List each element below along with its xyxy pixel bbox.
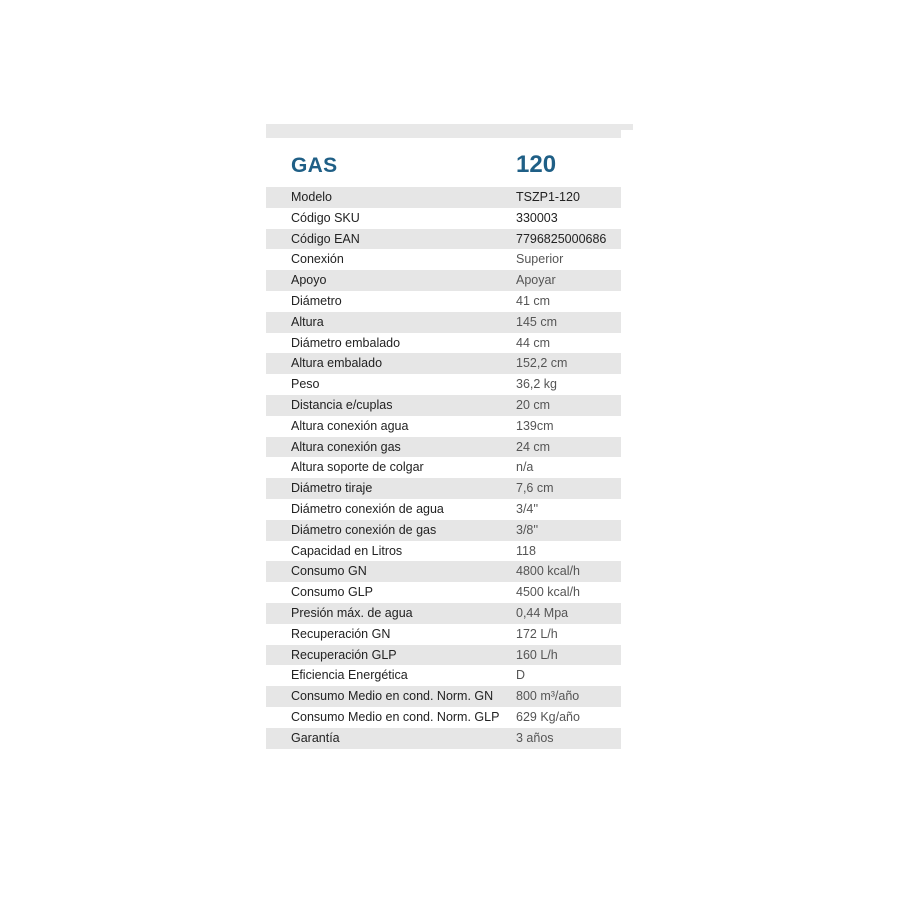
- table-row: [266, 478, 621, 499]
- row-label: Diámetro embalado: [291, 335, 401, 350]
- table-row: [266, 686, 621, 707]
- row-value: Apoyar: [516, 273, 556, 288]
- row-value: 36,2 kg: [516, 377, 558, 392]
- row-value: 0,44 Mpa: [516, 605, 569, 620]
- table-row: [266, 728, 621, 749]
- table-row: [266, 374, 621, 395]
- table-row: [266, 457, 621, 478]
- row-label: Presión máx. de agua: [291, 605, 413, 620]
- row-value: 20 cm: [516, 397, 551, 412]
- row-value: 41 cm: [516, 293, 551, 308]
- row-label: Altura: [291, 314, 324, 329]
- row-label: Consumo GLP: [291, 585, 373, 600]
- table-row: [266, 249, 621, 270]
- row-label: Capacidad en Litros: [291, 543, 403, 558]
- row-label: Consumo GN: [291, 564, 367, 579]
- spec-table: [266, 145, 621, 749]
- table-row: [266, 499, 621, 520]
- table-row: [266, 665, 621, 686]
- table-row: [266, 416, 621, 437]
- row-label: Peso: [291, 377, 320, 392]
- row-value: 800 m³/año: [516, 689, 580, 704]
- table-row: [266, 437, 621, 458]
- top-divider-notch: [621, 130, 633, 138]
- table-row: [266, 645, 621, 666]
- row-label: Altura soporte de colgar: [291, 460, 424, 475]
- table-row: [266, 333, 621, 354]
- row-label: Garantía: [291, 730, 340, 745]
- row-value: 118: [516, 543, 536, 558]
- table-row: [266, 395, 621, 416]
- spec-header: [266, 145, 621, 187]
- row-label: Diámetro tiraje: [291, 481, 373, 496]
- table-row: [266, 541, 621, 562]
- table-row: [266, 229, 621, 250]
- row-value: D: [516, 668, 526, 683]
- row-label: Código SKU: [291, 210, 360, 225]
- header-value: 120: [516, 151, 557, 178]
- row-value: 330003: [516, 210, 558, 225]
- header-label: GAS: [291, 154, 338, 177]
- row-label: Altura conexión gas: [291, 439, 401, 454]
- row-label: Consumo Medio en cond. Norm. GLP: [291, 709, 500, 724]
- row-value: 4800 kcal/h: [516, 564, 580, 579]
- table-row: [266, 312, 621, 333]
- row-label: Recuperación GLP: [291, 647, 397, 662]
- table-row: [266, 582, 621, 603]
- row-label: Modelo: [291, 190, 332, 204]
- row-value: 3/4'': [516, 501, 539, 516]
- table-row: [266, 291, 621, 312]
- row-label: Eficiencia Energética: [291, 668, 408, 683]
- row-label: Recuperación GN: [291, 626, 391, 641]
- table-row: [266, 208, 621, 229]
- row-value: n/a: [516, 460, 534, 475]
- top-divider-bar: [266, 124, 633, 138]
- row-value: 160 L/h: [516, 647, 558, 662]
- row-value: 24 cm: [516, 439, 551, 454]
- row-value: 44 cm: [516, 335, 551, 350]
- row-value: 3/8'': [516, 522, 539, 537]
- row-value: TSZP1-120: [516, 190, 580, 204]
- row-value: 4500 kcal/h: [516, 585, 580, 600]
- row-label: Distancia e/cuplas: [291, 397, 393, 412]
- row-value: 3 años: [516, 730, 554, 745]
- table-row: [266, 561, 621, 582]
- row-value: 139cm: [516, 418, 554, 433]
- row-value: 7,6 cm: [516, 481, 554, 496]
- row-value: 145 cm: [516, 314, 557, 329]
- table-row: [266, 624, 621, 645]
- table-row: [266, 520, 621, 541]
- table-row: [266, 187, 621, 208]
- row-label: Diámetro conexión de gas: [291, 522, 437, 537]
- table-row: [266, 353, 621, 374]
- row-value: 172 L/h: [516, 626, 558, 641]
- row-label: Código EAN: [291, 231, 360, 246]
- row-label: Altura conexión agua: [291, 418, 409, 433]
- table-row: [266, 707, 621, 728]
- row-label: Consumo Medio en cond. Norm. GN: [291, 689, 494, 704]
- row-label: Altura embalado: [291, 356, 383, 371]
- row-label: Conexión: [291, 252, 344, 267]
- row-label: Apoyo: [291, 273, 327, 288]
- row-label: Diámetro conexión de agua: [291, 501, 444, 516]
- table-row: [266, 603, 621, 624]
- row-label: Diámetro: [291, 293, 342, 308]
- row-value: 7796825000686: [516, 231, 607, 246]
- row-value: Superior: [516, 252, 564, 267]
- row-value: 629 Kg/año: [516, 709, 580, 724]
- table-row: [266, 270, 621, 291]
- row-value: 152,2 cm: [516, 356, 568, 371]
